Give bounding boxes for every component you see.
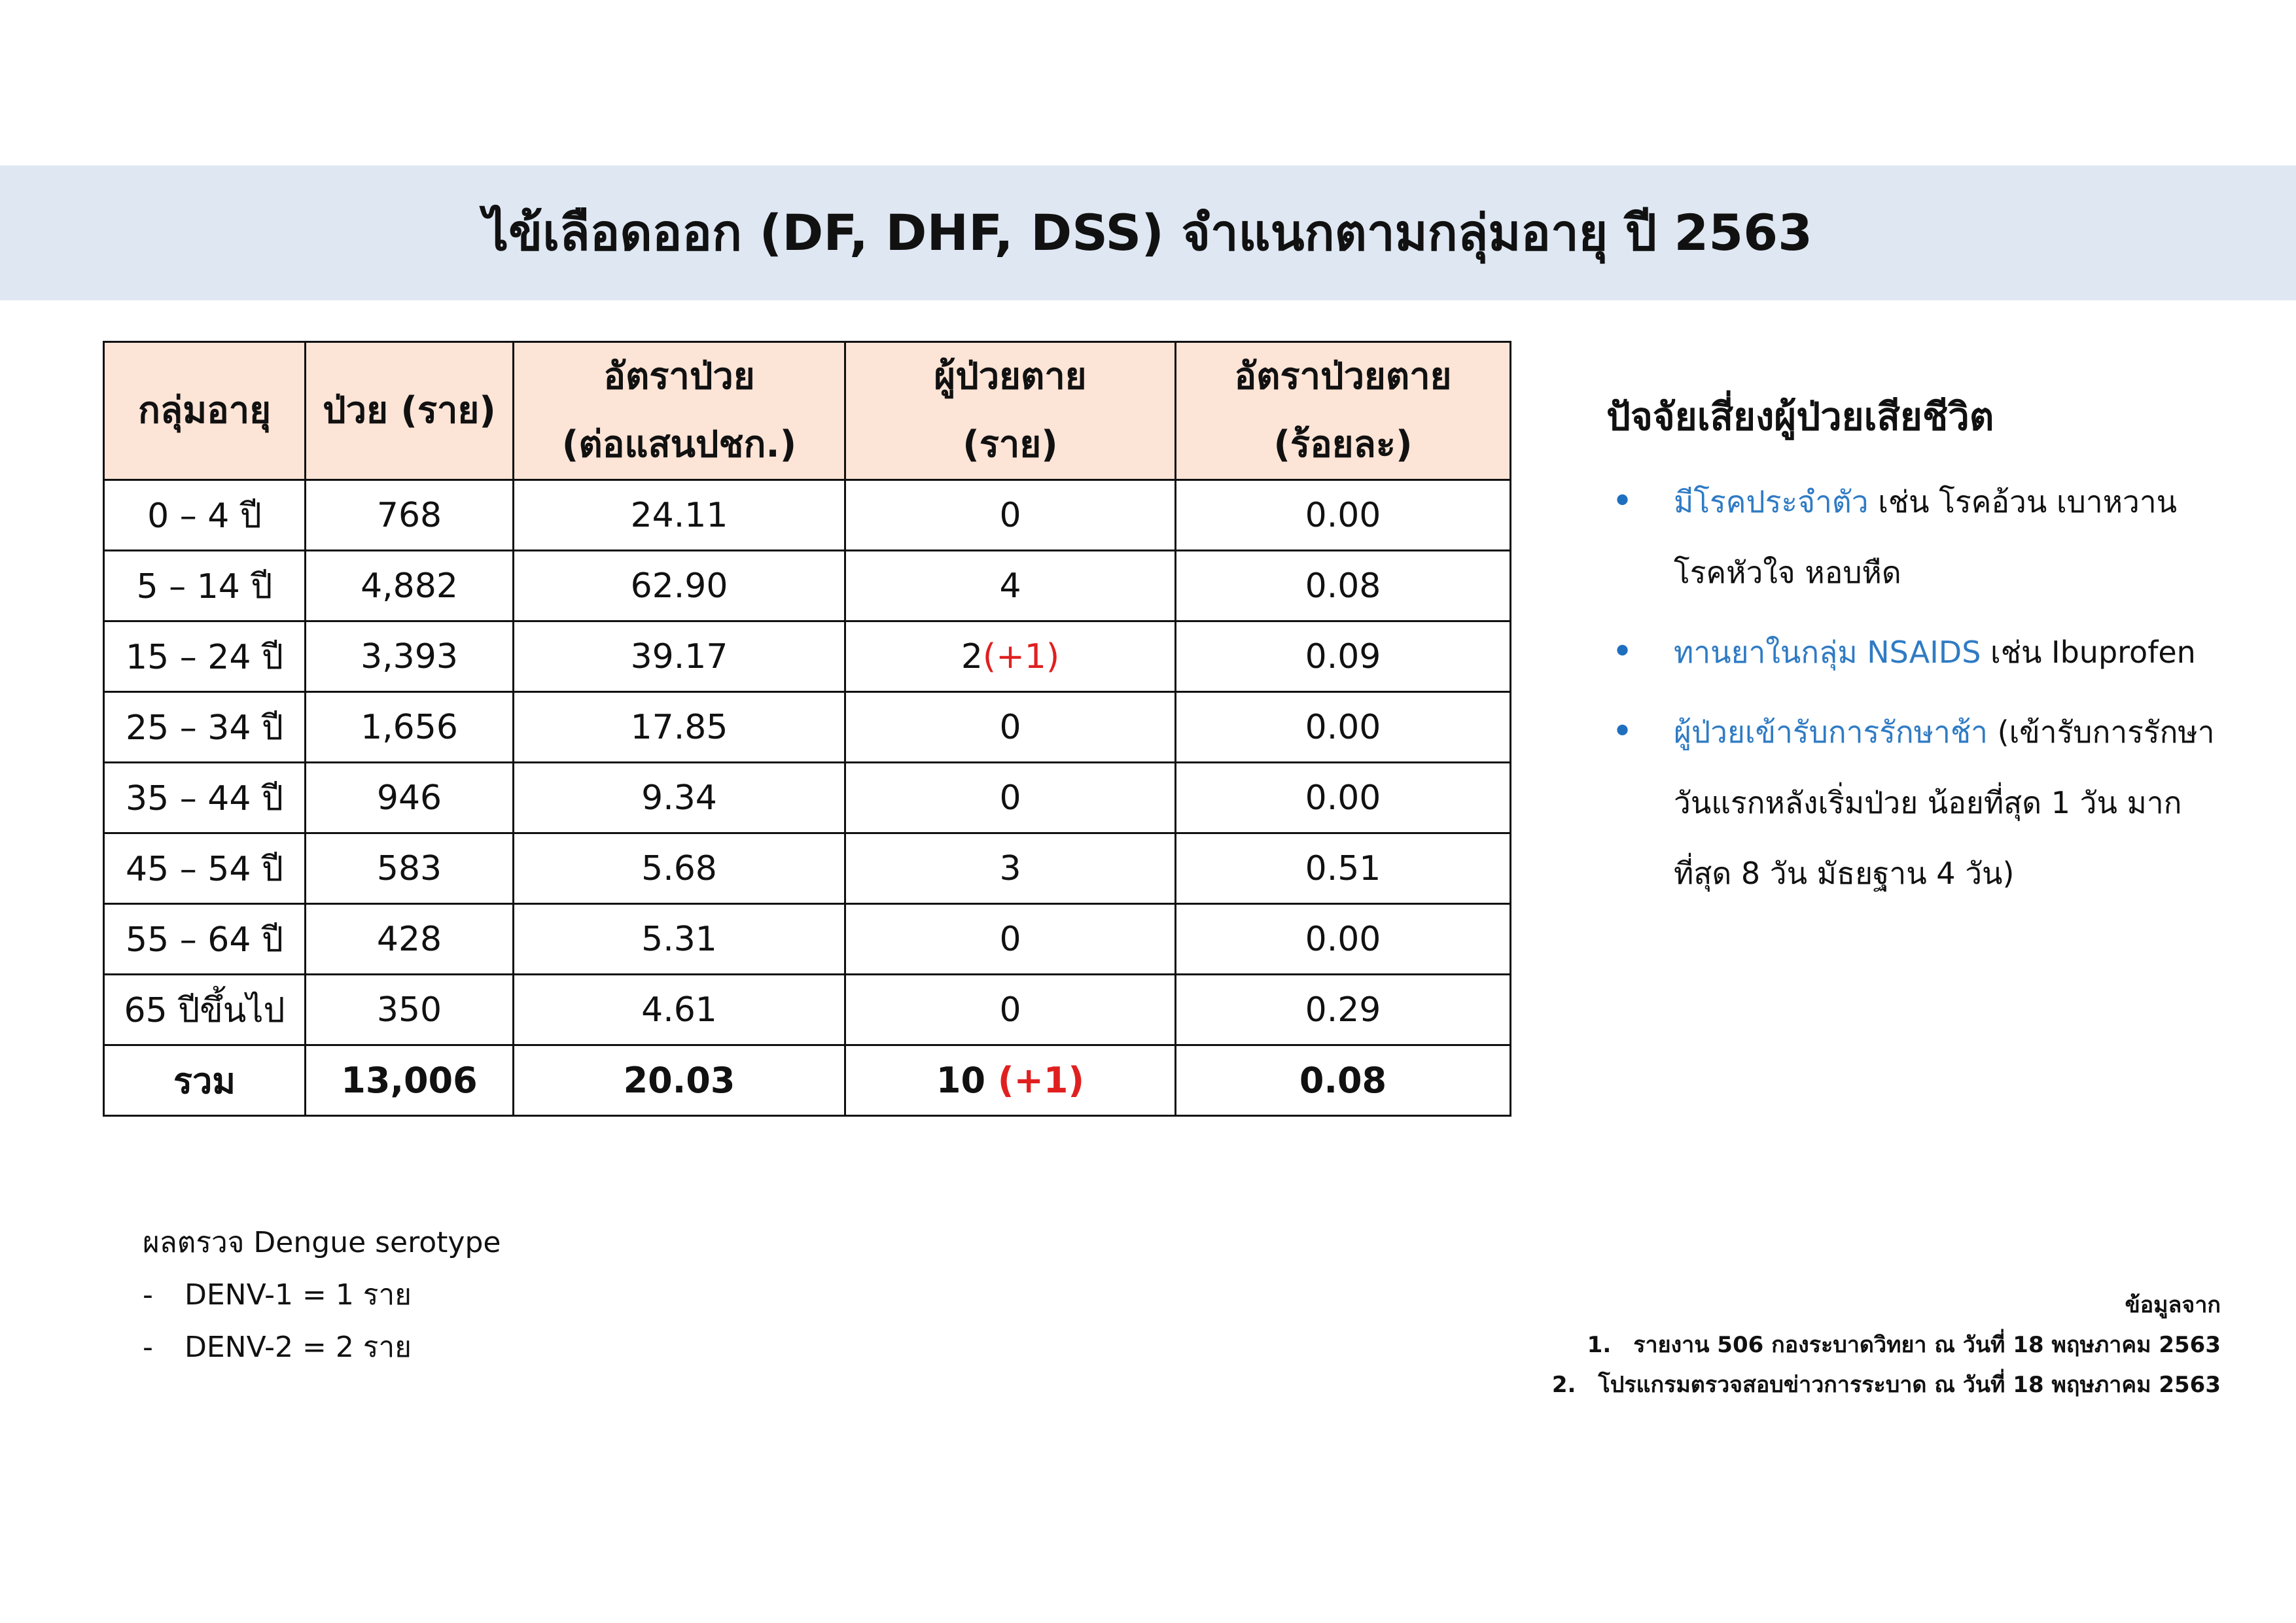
dash-icon: -	[143, 1331, 153, 1364]
rate-cell: 9.34	[514, 763, 845, 833]
risk-factors-title: ปัจจัยเสี่ยงผู้ป่วยเสียชีวิต	[1606, 394, 1994, 439]
age-cell: 25 – 34 ปี	[104, 692, 306, 763]
dash-icon: -	[143, 1278, 153, 1312]
age-cell: 15 – 24 ปี	[104, 621, 306, 692]
deaths-cell: 3	[845, 833, 1176, 904]
rate-cell: 17.85	[514, 692, 845, 763]
table-row	[104, 904, 1511, 975]
total-cfr-cell: 0.08	[1176, 1045, 1511, 1116]
list-item: 2. โปรแกรมตรวจสอบข่าวการระบาด ณ วันที่ 18 พฤษภาคม 2563	[1551, 1372, 2221, 1398]
cases-cell: 4,882	[306, 551, 514, 621]
header-deaths: ผู้ป่วยตาย (ราย)	[845, 342, 1176, 480]
deaths-cell: 0	[845, 763, 1176, 833]
bullet-icon: •	[1612, 710, 1634, 753]
cases-cell: 428	[306, 904, 514, 975]
list-item: • ทานยาในกลุ่ม NSAIDS เช่น Ibuprofen	[1606, 617, 2234, 688]
age-cell: 35 – 44 ปี	[104, 763, 306, 833]
cfr-cell: 0.00	[1176, 692, 1511, 763]
cfr-cell: 0.00	[1176, 763, 1511, 833]
data-sources	[1552, 1285, 2221, 1405]
header-age-group: กลุ่มอายุ	[104, 342, 306, 480]
deaths-cell: 0	[845, 480, 1176, 551]
list-item: • มีโรคประจำตัว เช่น โรคอ้วน เบาหวาน โรคหัวใจ หอบหืด	[1606, 466, 2234, 608]
cases-cell: 583	[306, 833, 514, 904]
age-cell: 5 – 14 ปี	[104, 551, 306, 621]
cases-cell: 350	[306, 975, 514, 1045]
header-cases: ป่วย (ราย)	[306, 342, 514, 480]
cfr-cell: 0.09	[1176, 621, 1511, 692]
deaths-cell: 2(+1)	[845, 621, 1176, 692]
serotype-title: ผลตรวจ Dengue serotype	[143, 1226, 501, 1259]
table-row	[104, 480, 1511, 551]
bullet-icon: •	[1612, 631, 1634, 673]
title-band	[0, 166, 2296, 300]
sources-title: ข้อมูลจาก	[2125, 1292, 2221, 1318]
list-item: 1. รายงาน 506 กองระบาดวิทยา ณ วันที่ 18 พฤษภาคม 2563	[1587, 1332, 2221, 1358]
added-deaths-note: (+1)	[997, 1060, 1085, 1101]
age-cell: 65 ปีขึ้นไป	[104, 975, 306, 1045]
deaths-cell: 0	[845, 904, 1176, 975]
age-cell: 55 – 64 ปี	[104, 904, 306, 975]
age-cell: 0 – 4 ปี	[104, 480, 306, 551]
age-cell: 45 – 54 ปี	[104, 833, 306, 904]
cfr-cell: 0.29	[1176, 975, 1511, 1045]
rate-cell: 62.90	[514, 551, 845, 621]
table-row	[104, 833, 1511, 904]
table-row	[104, 975, 1511, 1045]
cases-cell: 3,393	[306, 621, 514, 692]
total-deaths-cell: 10 (+1)	[845, 1045, 1176, 1116]
deaths-cell: 0	[845, 975, 1176, 1045]
header-case-fatality-rate: อัตราป่วยตาย (ร้อยละ)	[1176, 342, 1511, 480]
cfr-cell: 0.00	[1176, 480, 1511, 551]
table-row	[104, 692, 1511, 763]
cfr-cell: 0.51	[1176, 833, 1511, 904]
header-morbidity-rate: อัตราป่วย (ต่อแสนปชก.)	[514, 342, 845, 480]
rate-cell: 39.17	[514, 621, 845, 692]
risk-factors-list	[1606, 466, 2234, 909]
table-row	[104, 621, 1511, 692]
deaths-cell: 0	[845, 692, 1176, 763]
rate-cell: 5.31	[514, 904, 845, 975]
cfr-cell: 0.00	[1176, 904, 1511, 975]
bullet-icon: •	[1612, 480, 1634, 523]
deaths-cell: 4	[845, 551, 1176, 621]
table-total-row	[104, 1045, 1511, 1116]
rate-cell: 4.61	[514, 975, 845, 1045]
list-item: • ผู้ป่วยเข้ารับการรักษาช้า (เข้ารับการรักษา วันแรกหลังเริ่มป่วย น้อยที่สุด 1 วัน มาก ที่สุด 8 วัน มัธยฐาน 4 วัน)	[1606, 697, 2234, 909]
serotype-results	[143, 1217, 501, 1374]
risk-factors-panel	[1606, 386, 2234, 918]
total-rate-cell: 20.03	[514, 1045, 845, 1116]
table-row	[104, 763, 1511, 833]
cfr-cell: 0.08	[1176, 551, 1511, 621]
list-item: - DENV-2 = 2 ราย	[143, 1321, 501, 1374]
page-title: ไข้เลือดออก (DF, DHF, DSS) จำแนกตามกลุ่มอายุ ปี 2563	[484, 203, 1812, 262]
list-item: - DENV-1 = 1 ราย	[143, 1269, 501, 1321]
cases-cell: 946	[306, 763, 514, 833]
total-label-cell: รวม	[104, 1045, 306, 1116]
table-header-row	[104, 342, 1511, 480]
table-row	[104, 551, 1511, 621]
total-cases-cell: 13,006	[306, 1045, 514, 1116]
cases-cell: 1,656	[306, 692, 514, 763]
rate-cell: 5.68	[514, 833, 845, 904]
rate-cell: 24.11	[514, 480, 845, 551]
cases-cell: 768	[306, 480, 514, 551]
dengue-age-table	[103, 341, 1511, 1117]
added-deaths-note: (+1)	[982, 637, 1060, 676]
